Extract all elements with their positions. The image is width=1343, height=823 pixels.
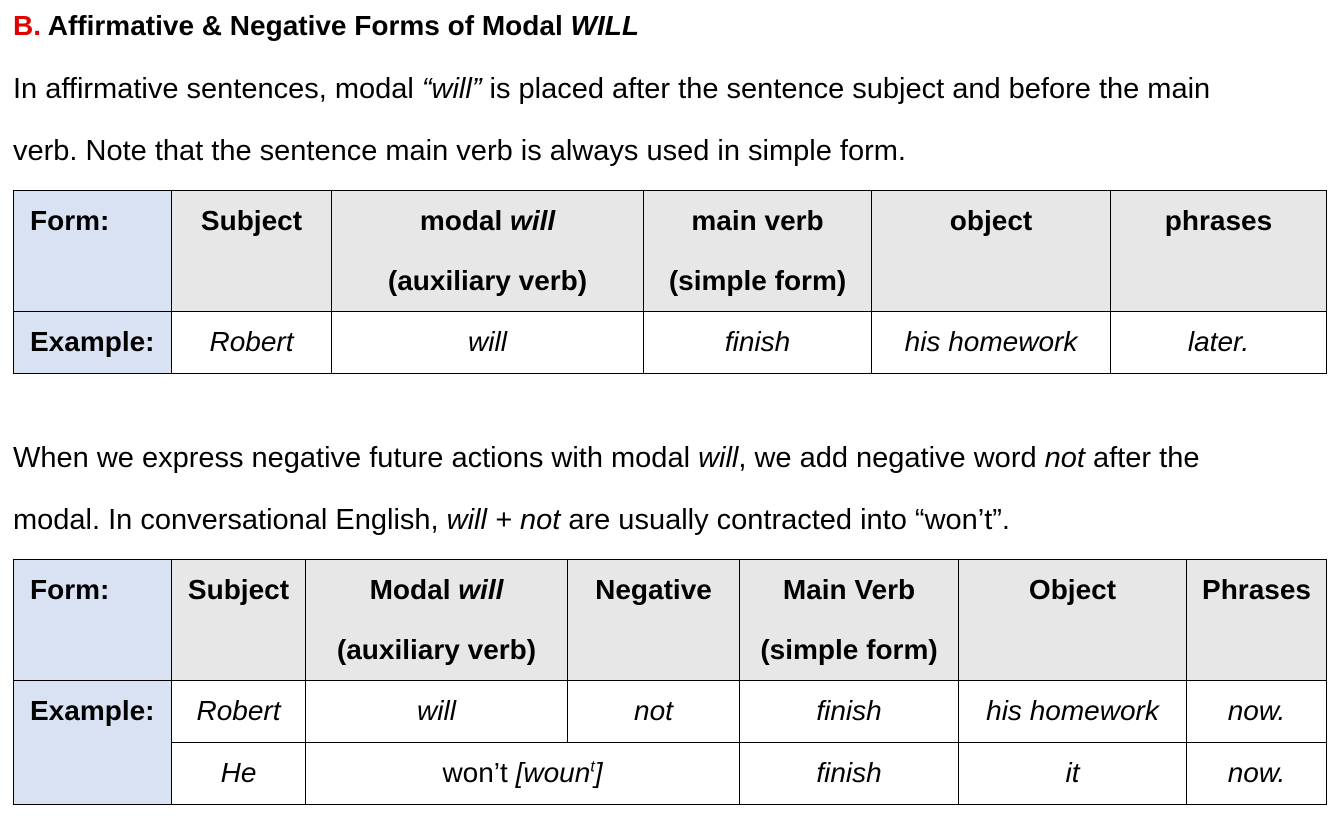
cell-subject: Robert	[172, 312, 332, 374]
cell-object: it	[959, 743, 1187, 805]
cell-object: his homework	[872, 312, 1111, 374]
header-phrases: Phrases	[1187, 560, 1327, 681]
table-row	[14, 312, 1327, 374]
negative-form-table	[13, 559, 1327, 805]
cell-subject: Robert	[172, 681, 306, 743]
cell-verb: finish	[644, 312, 872, 374]
cell-modal: will	[332, 312, 644, 374]
cell-verb: finish	[740, 743, 959, 805]
header-modal: modal will (auxiliary verb)	[332, 191, 644, 312]
section-title-emphasis: WILL	[570, 10, 639, 41]
text-run: modal. In conversational English,	[13, 504, 447, 536]
header-phrases: phrases	[1111, 191, 1327, 312]
table-header-row	[14, 560, 1327, 681]
paragraph-line	[13, 427, 1326, 489]
text-emphasis: will	[698, 442, 739, 474]
cell-object: his homework	[959, 681, 1187, 743]
cell-contraction: won’t [woun$^t$]	[306, 743, 740, 805]
header-main-verb: main verb (simple form)	[644, 191, 872, 312]
text-emphasis: not	[1044, 442, 1085, 474]
header-modal: Modal will (auxiliary verb)	[306, 560, 568, 681]
paragraph-line	[13, 489, 1326, 551]
cell-verb: finish	[740, 681, 959, 743]
text-run: are usually contracted into “won’t”.	[560, 504, 1010, 536]
affirmative-form-table	[13, 190, 1327, 374]
header-main-verb: Main Verb (simple form)	[740, 560, 959, 681]
cell-phrase: now.	[1187, 681, 1327, 743]
form-label: Form:	[14, 560, 172, 681]
cell-phrase: later.	[1111, 312, 1327, 374]
paragraph-line	[13, 58, 1326, 120]
text-run: In affirmative sentences, modal	[13, 73, 422, 105]
paragraph-line: verb. Note that the sentence main verb is always used in simple form.	[13, 135, 906, 167]
section-heading	[13, 8, 639, 44]
example-label: Example:	[14, 312, 172, 374]
table-row	[14, 681, 1327, 743]
table-header-row	[14, 191, 1327, 312]
header-negative: Negative	[568, 560, 740, 681]
affirmative-paragraph	[13, 58, 1326, 182]
cell-subject: He	[172, 743, 306, 805]
text-run: When we express negative future actions with modal	[13, 442, 699, 474]
negative-paragraph	[13, 427, 1326, 551]
text-run: , we add negative word	[738, 442, 1045, 474]
form-label: Form:	[14, 191, 172, 312]
header-object: object	[872, 191, 1111, 312]
cell-phrase: now.	[1187, 743, 1327, 805]
text-run: after the	[1085, 442, 1200, 474]
section-letter: B.	[13, 10, 41, 41]
text-emphasis: “will”	[421, 73, 482, 105]
section-title: Affirmative & Negative Forms of Modal	[47, 10, 571, 41]
text-emphasis: will + not	[446, 504, 561, 536]
header-object: Object	[959, 560, 1187, 681]
text-run: is placed after the sentence subject and before the main	[481, 73, 1211, 105]
header-subject: Subject	[172, 560, 306, 681]
header-subject: Subject	[172, 191, 332, 312]
cell-negative: not	[568, 681, 740, 743]
cell-modal: will	[306, 681, 568, 743]
table-row	[14, 743, 1327, 805]
example-label: Example:	[14, 681, 172, 805]
